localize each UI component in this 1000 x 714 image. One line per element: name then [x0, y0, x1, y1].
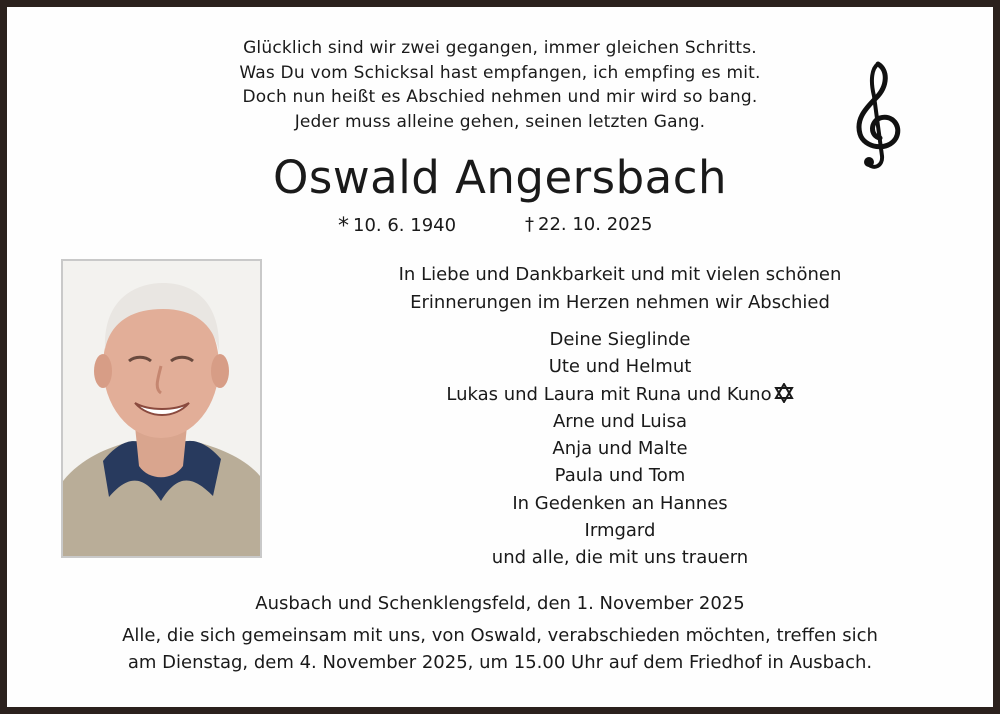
- mourner-line: In Gedenken an Hannes: [512, 492, 728, 514]
- notice-line: am Dienstag, dem 4. November 2025, um 15.00 Uhr auf dem Friedhof in Ausbach.: [127, 652, 873, 673]
- poem-line: Jeder muss alleine gehen, seinen letzten Gang.: [294, 111, 706, 132]
- mourner-text: Lukas und Laura mit Runa und Kuno: [446, 383, 772, 405]
- mourner-line: [360, 381, 880, 408]
- notice-line: Alle, die sich gemeinsam mit uns, von Oswald, verabschieden möchten, treffen sich: [122, 625, 878, 646]
- birth-star-symbol: *: [338, 214, 349, 239]
- intro-line: In Liebe und Dankbarkeit und mit vielen schönen: [398, 264, 842, 285]
- deceased-name: Oswald Angersbach: [272, 151, 728, 204]
- mourners-list: [360, 326, 880, 572]
- portrait-photo: [61, 259, 262, 558]
- birth-date-group: [338, 214, 456, 239]
- mourner-line: Irmgard: [584, 520, 656, 542]
- birth-date: 10. 6. 1940: [353, 215, 457, 236]
- mourner-line: Arne und Luisa: [552, 410, 688, 432]
- death-date: 22. 10. 2025: [538, 214, 653, 235]
- poem-line: Was Du vom Schicksal hast empfangen, ich empfing es mit.: [239, 62, 761, 83]
- mourner-line: Deine Sieglinde: [549, 329, 691, 350]
- intro-line: Erinnerungen im Herzen nehmen wir Abschied: [410, 291, 830, 313]
- poem-line: Glücklich sind wir zwei gegangen, immer gleichen Schritts.: [243, 38, 757, 58]
- poem-line: Doch nun heißt es Abschied nehmen und mir wird so bang.: [242, 87, 758, 107]
- mourner-line: und alle, die mit uns trauern: [491, 547, 749, 569]
- funeral-notice: [0, 622, 1000, 676]
- mourner-line: Anja und Malte: [552, 438, 688, 460]
- death-date-group: [525, 214, 653, 235]
- place-date-line: Ausbach und Schenklengsfeld, den 1. November 2025: [255, 593, 745, 614]
- death-cross-symbol: †: [525, 214, 534, 235]
- star-of-david-icon: [774, 383, 794, 403]
- place-and-date: [0, 591, 1000, 617]
- mourner-line: Paula und Tom: [554, 465, 686, 487]
- mourner-line: Ute und Helmut: [548, 356, 692, 378]
- life-dates: [0, 214, 1000, 240]
- farewell-intro: [360, 261, 880, 316]
- portrait-illustration: [63, 261, 260, 556]
